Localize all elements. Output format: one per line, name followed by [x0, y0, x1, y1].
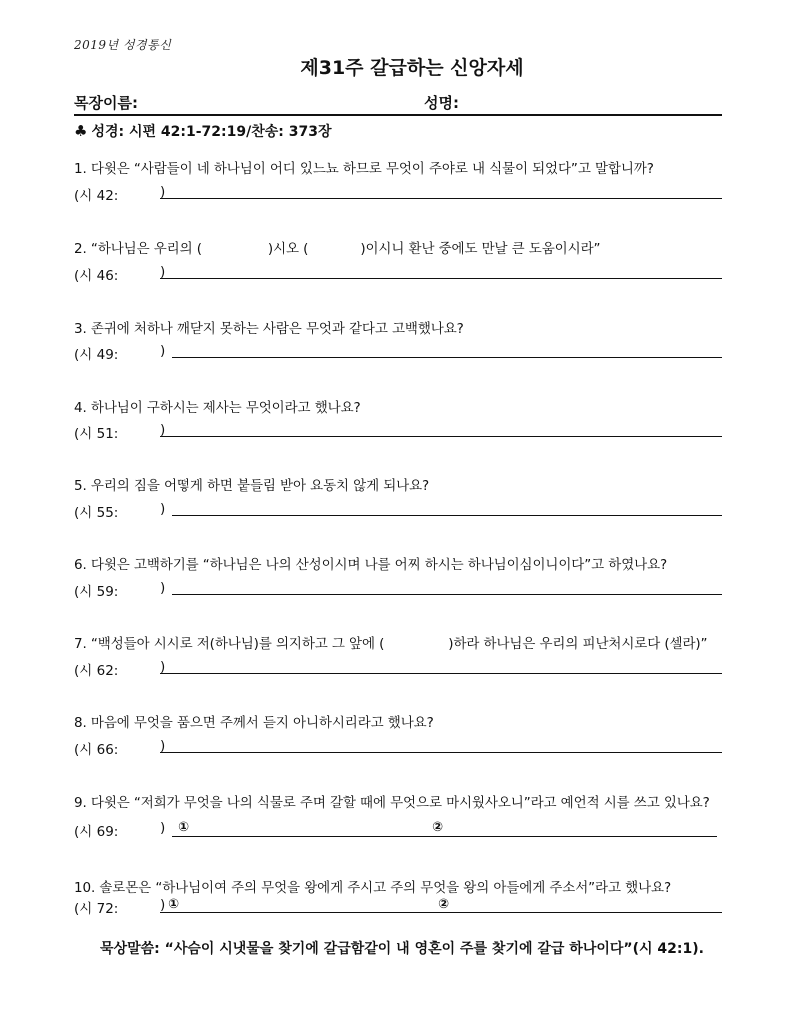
question-2	[74, 237, 600, 257]
answer-line-8[interactable]	[160, 752, 722, 753]
question-4: 4. 하나님이 구하시는 제사는 무엇이라고 했나요?	[74, 400, 361, 416]
question-5: 5. 우리의 짐을 어떻게 하면 붙들림 받아 요동치 않게 되나요?	[74, 478, 430, 494]
name-row	[74, 92, 722, 116]
answer-line-5[interactable]	[172, 515, 722, 516]
ref-close: )	[160, 264, 166, 280]
answer-line-2[interactable]	[160, 278, 722, 279]
ref-label: (시 66:	[74, 742, 119, 758]
answer-line-9[interactable]	[172, 836, 717, 837]
question-9: 9. 다윗은 “저희가 무엇을 나의 식물로 주며 갈할 때에 무엇으로 마시웠사오니”라고 예언적 시를 쓰고 있나요?	[74, 795, 710, 811]
question-2-part-b: )시오 (	[267, 241, 309, 257]
answer-marker-1: ①	[168, 897, 180, 912]
scripture-line	[74, 121, 331, 141]
group-name-label: 목장이름:	[74, 94, 138, 112]
scripture-text: 성경: 시편 42:1-72:19/찬송: 373장	[91, 124, 332, 140]
ref-label: (시 72:	[74, 901, 119, 917]
answer-marker-2: ②	[438, 897, 450, 912]
question-2-part-c: )이시니 환난 중에도 만날 큰 도움이시라”	[360, 241, 601, 257]
question-1: 1. 다윗은 “사람들이 네 하나님이 어디 있느뇨 하므로 무엇이 주야로 내 식물이 되었다”고 말합니까?	[74, 161, 654, 177]
question-2-part-a: 2. “하나님은 우리의 (	[74, 241, 202, 257]
ref-label: (시 42:	[74, 188, 119, 204]
question-7	[74, 632, 707, 652]
answer-line-7[interactable]	[160, 673, 722, 674]
answer-marker-1: ①	[178, 820, 190, 835]
ref-label: (시 69:	[74, 824, 119, 840]
question-10: 10. 솔로몬은 “하나님이여 주의 무엇을 왕에게 주시고 주의 무엇을 왕의 아들에게 주소서”라고 했나요?	[74, 880, 672, 896]
answer-line-4[interactable]	[160, 436, 722, 437]
ref-close: )	[160, 422, 166, 438]
answer-marker-2: ②	[432, 820, 444, 835]
club-icon: ♣	[74, 122, 88, 140]
question-7-part-a: 7. “백성들아 시시로 저(하나님)를 의지하고 그 앞에 (	[74, 636, 385, 652]
meditation-verse: 묵상말씀: “사슴이 시냇물을 찾기에 갈급함같이 내 영혼이 주를 찾기에 갈급 하나이다”(시 42:1).	[100, 941, 704, 957]
ref-label: (시 59:	[74, 584, 119, 600]
answer-line-1[interactable]	[160, 198, 722, 199]
question-8: 8. 마음에 무엇을 품으면 주께서 듣지 아니하시리라고 했나요?	[74, 715, 434, 731]
member-name-label: 성명:	[424, 94, 459, 112]
ref-close: )	[160, 343, 166, 359]
year-note: 2019년 성경통신	[74, 38, 172, 52]
answer-line-3[interactable]	[172, 357, 722, 358]
ref-close: )	[160, 820, 166, 836]
ref-label: (시 62:	[74, 663, 119, 679]
ref-close: )	[160, 184, 166, 200]
ref-close: )	[160, 501, 166, 517]
ref-label: (시 51:	[74, 426, 119, 442]
page-title: 제31주 갈급하는 신앙자세	[300, 57, 524, 79]
ref-close: )	[160, 659, 166, 675]
answer-line-10[interactable]	[160, 912, 722, 913]
question-6: 6. 다윗은 고백하기를 “하나님은 나의 산성이시며 나를 어찌 하시는 하나님이심이니이다”고 하였나요?	[74, 557, 668, 573]
question-7-part-b: )하라 하나님은 우리의 피난처시로다 (셀라)”	[448, 636, 708, 652]
ref-label: (시 46:	[74, 268, 119, 284]
ref-close: )	[160, 580, 166, 596]
question-3: 3. 존귀에 처하나 깨닫지 못하는 사람은 무엇과 같다고 고백했나요?	[74, 321, 464, 337]
ref-label: (시 55:	[74, 505, 119, 521]
ref-close: )	[160, 897, 166, 913]
ref-close: )	[160, 738, 166, 754]
answer-line-6[interactable]	[172, 594, 722, 595]
ref-label: (시 49:	[74, 347, 119, 363]
